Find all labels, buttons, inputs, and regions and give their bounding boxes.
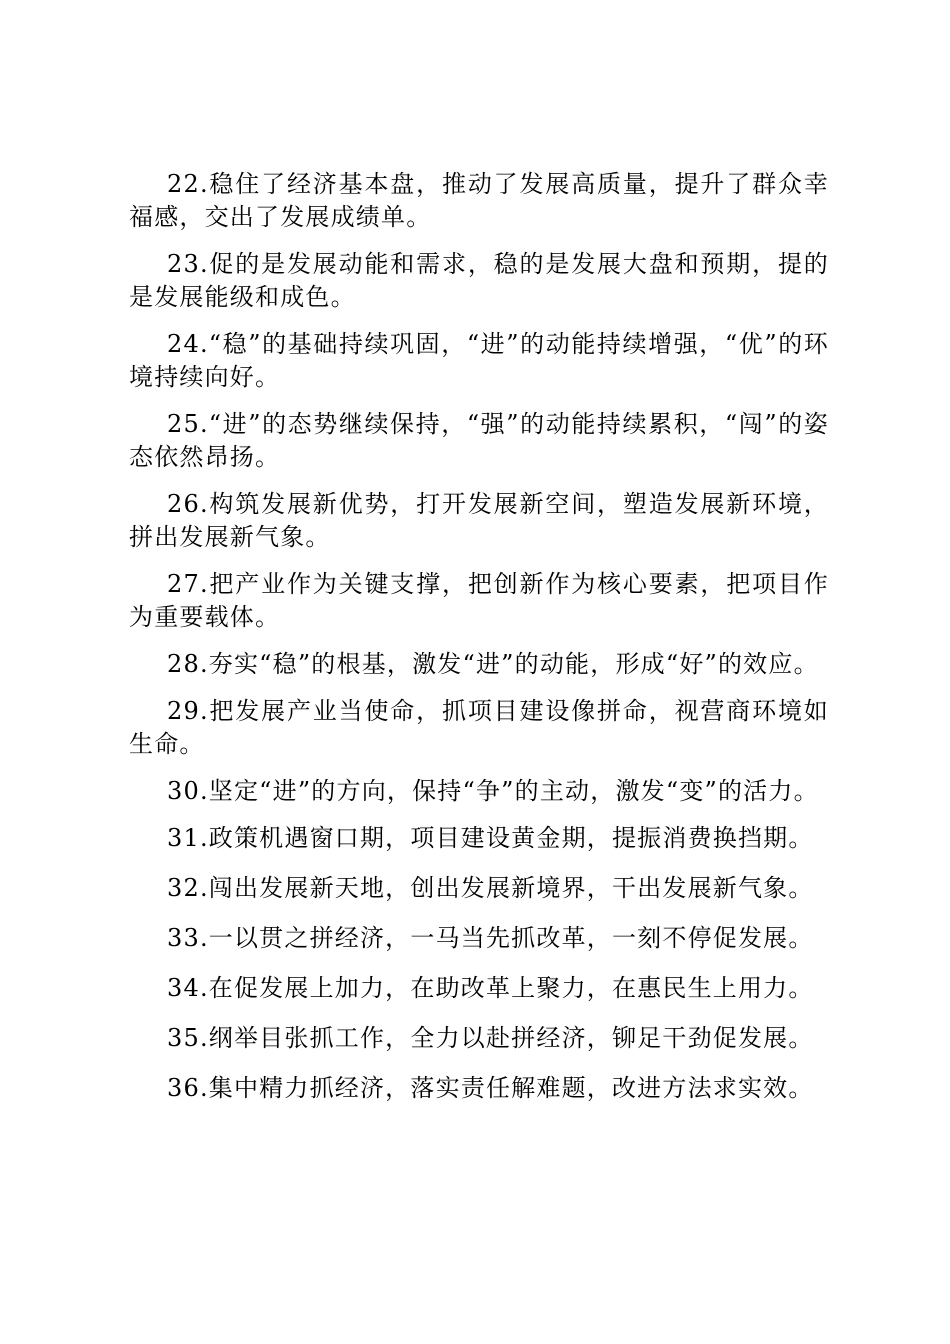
list-item: 23.促的是发展动能和需求，稳的是发展大盘和预期，提的是发展能级和成色。: [129, 250, 829, 311]
list-item: 32.闯出发展新天地，创出发展新境界，干出发展新气象。: [167, 874, 814, 902]
list-item: 29.把发展产业当使命，抓项目建设像拼命，视营商环境如生命。: [129, 697, 829, 758]
list-item: 35.纲举目张抓工作，全力以赴拼经济，铆足干劲促发展。: [167, 1024, 814, 1052]
list-item: 31.政策机遇窗口期，项目建设黄金期，提振消费换挡期。: [167, 824, 814, 852]
list-item: 33.一以贯之拼经济，一马当先抓改革，一刻不停促发展。: [167, 924, 814, 952]
list-item: 22.稳住了经济基本盘，推动了发展高质量，提升了群众幸福感，交出了发展成绩单。: [129, 170, 829, 231]
list-item: 24.“稳”的基础持续巩固，“进”的动能持续增强，“优”的环境持续向好。: [129, 330, 829, 391]
document-body: [129, 168, 829, 1122]
list-item: 28.夯实“稳”的根基，激发“进”的动能，形成“好”的效应。: [167, 650, 819, 678]
list-item: 36.集中精力抓经济，落实责任解难题，改进方法求实效。: [167, 1074, 814, 1102]
list-item: 30.坚定“进”的方向，保持“争”的主动，激发“变”的活力。: [167, 777, 819, 805]
list-item: 34.在促发展上加力，在助改革上聚力，在惠民生上用力。: [167, 974, 814, 1002]
list-item: 25.“进”的态势继续保持，“强”的动能持续累积，“闯”的姿态依然昂扬。: [129, 410, 829, 471]
list-item: 27.把产业作为关键支撑，把创新作为核心要素，把项目作为重要载体。: [129, 570, 829, 631]
list-item: 26.构筑发展新优势，打开发展新空间，塑造发展新环境，拼出发展新气象。: [129, 490, 829, 551]
